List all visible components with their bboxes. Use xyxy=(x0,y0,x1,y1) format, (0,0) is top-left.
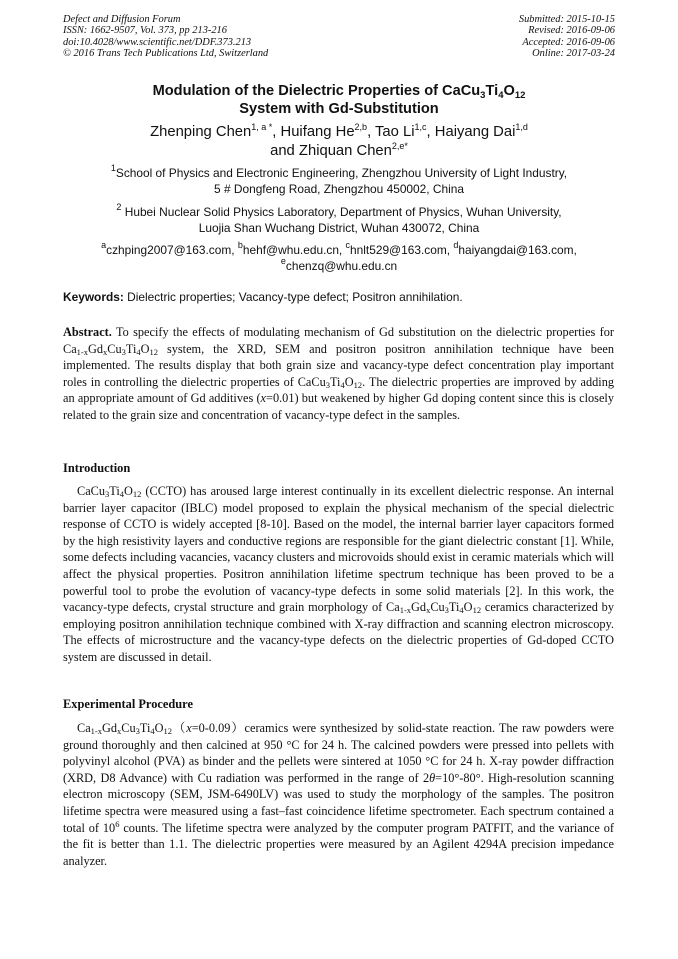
keywords xyxy=(63,290,463,305)
subscript: 4 xyxy=(150,726,155,736)
email-mark: c xyxy=(345,240,351,250)
affiliation-2 xyxy=(0,202,678,236)
abstract-text: O xyxy=(140,341,150,356)
subscript: x xyxy=(103,346,108,357)
paper-title xyxy=(0,82,678,118)
body-text: counts. The lifetime spectra were analyzed by the computer program PATFIT, and the variance of the fit is better than 1.1. The dielectric properties were measured by an Agilent 4294A precision impedance analyzer. xyxy=(63,820,614,868)
email-address[interactable]: hehf@whu.edu.cn, xyxy=(242,243,346,257)
subscript: 3 xyxy=(135,726,140,736)
abstract-text: . The dielectric properties are improved by adding an appropriate amount of Gd additives ( xyxy=(63,374,614,406)
journal-doi: doi:10.4028/www.scientific.net/DDF.373.213 xyxy=(63,36,252,48)
author-affiliation-mark: 1,c xyxy=(414,122,427,132)
subscript: 4 xyxy=(119,489,125,499)
email-mark: e xyxy=(280,255,286,266)
abstract-text: Ti xyxy=(125,341,137,356)
dates-header xyxy=(519,14,615,60)
title-text: O xyxy=(503,83,515,99)
affiliation-text: 5 # Dongfeng Road, Zhengzhou 450002, China xyxy=(214,181,464,196)
body-text: Ti xyxy=(448,600,460,615)
subscript: 12 xyxy=(132,489,142,499)
abstract-text: Cu xyxy=(107,341,122,356)
subscript: 12 xyxy=(472,605,482,616)
date-accepted: Accepted: 2016-09-06 xyxy=(522,36,615,48)
journal-copyright: © 2016 Trans Tech Publications Ltd, Switzerland xyxy=(63,48,269,60)
email-address[interactable]: chenzq@whu.edu.cn xyxy=(285,258,398,273)
email-mark: a xyxy=(101,240,107,250)
subscript: 3 xyxy=(444,605,449,616)
body-text: =10°-80°. High-resolution scanning electron microscopy (SEM, JSM-6490LV) was used to study the morphology of the samples. The positron lifetime spectra were measured using a fast–fast coincidence lifetime spectrometer. Each spectrum contained a total of 10 xyxy=(63,770,614,835)
body-text: （ xyxy=(172,721,187,735)
abstract-text: To specify the effects of modulating mechanism of Gd substitution on the dielectric properties for Ca xyxy=(63,325,614,356)
affiliation-line xyxy=(0,163,678,182)
body-text: Cu xyxy=(430,600,445,615)
author-list xyxy=(0,123,678,161)
subscript: 12 xyxy=(149,346,159,357)
body-text: Ti xyxy=(109,484,120,498)
abstract-text: Ti xyxy=(329,374,341,389)
body-text: =0-0.09）ceramics were synthesized by solid-state reaction. The raw powders were ground thoroughly and then calcined at 950 °C for 24 h. The calcined powders were pressed into pellets with polyvinyl alcohol (PVA) as binder and the pellets were sintered at 1050 °C for 24 h. X-ray powder diffraction (XRD, D8 Advance) with Cu radiation was performed in the range of 2 xyxy=(63,721,614,785)
journal-header xyxy=(63,14,268,60)
subscript: 3 xyxy=(121,346,126,357)
email-mark: d xyxy=(453,240,459,250)
title-subscript: 3 xyxy=(480,90,486,101)
date-revised: Revised: 2016-09-06 xyxy=(528,25,615,37)
body-text: Cu xyxy=(121,721,136,735)
body-text: O xyxy=(124,484,133,498)
author-name: Tao Li xyxy=(375,124,415,140)
affiliation-line xyxy=(0,202,678,221)
math-variable: x xyxy=(186,721,192,735)
title-line-2: System with Gd-Substitution xyxy=(239,101,439,117)
abstract-text: O xyxy=(344,374,354,389)
journal-issn: ISSN: 1662-9507, Vol. 373, pp 213-216 xyxy=(63,25,227,37)
section-heading-experimental: Experimental Procedure xyxy=(63,697,193,711)
journal-name: Defect and Diffusion Forum xyxy=(63,14,181,25)
author-affiliation-mark: 2,e* xyxy=(391,141,408,151)
body-text: CaCu xyxy=(77,484,106,498)
title-text: Ti xyxy=(485,83,499,99)
keywords-label: Keywords: xyxy=(63,290,124,304)
superscript: 6 xyxy=(115,818,120,829)
subscript: 12 xyxy=(163,726,173,736)
email-address[interactable]: haiyangdai@163.com, xyxy=(458,243,577,257)
subscript: x xyxy=(117,726,122,736)
author-name: Huifang He xyxy=(280,124,355,140)
email-address[interactable]: hnlt529@163.com, xyxy=(350,243,454,257)
author-conjunction: and xyxy=(270,143,295,159)
abstract xyxy=(63,324,614,424)
email-line-1 xyxy=(0,240,678,259)
author-line-2 xyxy=(0,142,678,161)
title-subscript: 4 xyxy=(498,90,504,101)
subscript: 1-x xyxy=(76,346,89,357)
body-text: (CCTO) has aroused large interest continually in its excellent dielectric response. An internal barrier layer capacitor (IBLC) model proposed to explain the physical mechanism of the special dielectric response of CCTO is widely accepted [8-10]. Based on the model, the internal barrier layer capacitors formed by the high resistivity layers and conductive regions are responsible for the giant dielectric constant [1]. While, some defects including vacancies, vacancy clusters and microvoids should exist in ceramic materials which will affect the physical properties. Positron annihilation lifetime spectrum technique has been proved to be a powerful tool to probe the evolution of vacancy-type defects in some solid materials [2]. In this work, the vacancy-type defects, crystal structure and grain morphology of Ca xyxy=(63,484,614,615)
affiliation-text: Hubei Nuclear Solid Physics Laboratory, Department of Physics, Wuhan University, xyxy=(121,205,562,219)
date-submitted: Submitted: 2015-10-15 xyxy=(518,14,615,25)
email-address[interactable]: czhping2007@163.com, xyxy=(106,243,238,257)
author-line-1: Zhenping Chen$^{1, a *}$, Huifang He$^{2,b}$, Tao Li$^{1,c}$, Haiyang Dai$^{1,d}$ xyxy=(150,122,528,140)
subscript: 4 xyxy=(459,605,464,616)
email-line-2 xyxy=(0,255,678,275)
email-mark: b xyxy=(237,240,243,250)
experimental-paragraph xyxy=(63,720,614,869)
keywords-text: Dielectric properties; Vacancy-type defect; Positron annihilation. xyxy=(123,290,463,304)
body-text: O xyxy=(154,721,164,735)
affiliation-mark: 1 xyxy=(110,163,116,173)
subscript: 4 xyxy=(340,379,345,390)
subscript: 1-x xyxy=(399,605,412,616)
abstract-text: =0.01) but weakened by higher Gd doping content since this is closely related to the grain size and concentration of vacancy-type defect in the samples. xyxy=(63,391,614,422)
body-text: Gd xyxy=(102,721,118,735)
abstract-text: system, the XRD, SEM and positron positron annihilation technique have been implemented. The results display that both grain size and vacancy-type defect concentration play important roles in controlling the dielectric properties of CaCu xyxy=(63,341,614,389)
affiliation-1 xyxy=(0,163,678,197)
affiliation-text: Luojia Shan Wuchang District, Wuhan 430072, China xyxy=(198,220,480,235)
author-name: Zhenping Chen xyxy=(150,124,252,140)
email-list xyxy=(0,240,678,274)
affiliation-text: School of Physics and Electronic Engineering, Zhengzhou University of Light Industry, xyxy=(115,166,568,180)
abstract-label: Abstract. xyxy=(63,325,112,339)
title-text: Modulation of the Dielectric Properties of CaCu xyxy=(152,83,481,99)
affiliation-mark: 2 xyxy=(116,202,122,212)
body-text: Ca xyxy=(77,721,91,735)
author-name: Haiyang Dai xyxy=(434,124,516,140)
math-variable: x xyxy=(260,391,267,406)
subscript: x xyxy=(426,605,431,616)
subscript: 12 xyxy=(353,379,363,390)
body-text: O xyxy=(463,600,473,615)
introduction-paragraph xyxy=(63,483,614,666)
subscript: 4 xyxy=(136,346,141,357)
author-affiliation-mark: 2,b xyxy=(354,122,368,132)
math-variable: θ xyxy=(429,770,436,785)
body-text: Gd xyxy=(411,600,427,615)
author-affiliation-mark: 1, a * xyxy=(251,122,273,132)
author-affiliation-mark: 1,d xyxy=(515,122,528,132)
title-subscript: 12 xyxy=(514,90,526,101)
date-online: Online: 2017-03-24 xyxy=(532,48,615,60)
section-heading-introduction: Introduction xyxy=(63,461,131,475)
abstract-text: Gd xyxy=(88,341,104,356)
author-name: Zhiquan Chen xyxy=(298,143,392,159)
body-text: ceramics characterized by employing positron annihilation technique combined with X-ray diffraction and scanning electron microscopy. The effects of microstructure and the vacancy-type defects on the dielectric properties of Gd-doped CCTO system are discussed in detail. xyxy=(63,600,614,664)
subscript: 3 xyxy=(325,379,330,390)
title-line-1 xyxy=(0,82,678,100)
body-text: Ti xyxy=(139,721,151,735)
subscript: 3 xyxy=(105,489,110,499)
subscript: 1-x xyxy=(90,726,103,736)
